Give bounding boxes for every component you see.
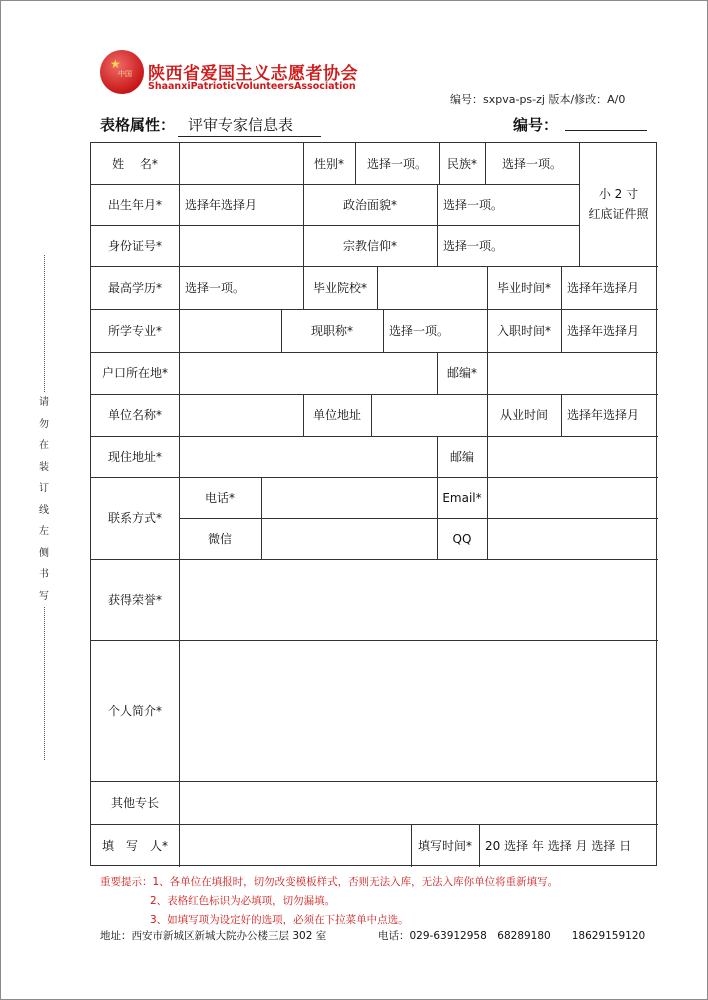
education-select[interactable]: 选择一项。 xyxy=(185,281,246,295)
form-attr-label: 表格属性： xyxy=(100,116,176,134)
email-label: Email* xyxy=(442,491,482,505)
number-input-line[interactable] xyxy=(565,130,647,131)
row-line xyxy=(179,518,658,519)
col-line xyxy=(303,184,304,266)
binding-note: 请勿在装订线左侧书写 xyxy=(37,392,51,607)
birth-label: 出生年月* xyxy=(107,198,162,212)
col-line xyxy=(377,266,378,309)
honors-label: 获得荣誉* xyxy=(107,593,162,607)
col-line xyxy=(487,436,488,477)
entry-time-select[interactable]: 选择年选择月 xyxy=(567,324,640,338)
name-label: 姓 名* xyxy=(112,157,158,171)
postcode-label: 邮编* xyxy=(446,366,477,380)
political-label: 政治面貌* xyxy=(342,198,397,212)
col-line xyxy=(371,394,372,436)
row-line xyxy=(91,781,658,782)
star-icon: ★ xyxy=(110,57,121,71)
fill-time-select[interactable]: 20 选择 年 选择 月 选择 日 xyxy=(485,839,632,853)
religion-label: 宗教信仰* xyxy=(342,239,397,253)
gender-label: 性别* xyxy=(313,157,344,171)
birth-select[interactable]: 选择年选择月 xyxy=(185,198,258,212)
photo-label: 小 2 寸 xyxy=(598,187,639,201)
fill-time-label: 填写时间* xyxy=(417,839,472,853)
col-line xyxy=(487,477,488,559)
col-line xyxy=(561,394,562,436)
employer-addr-label: 单位地址 xyxy=(312,408,361,422)
title-select[interactable]: 选择一项。 xyxy=(389,324,450,338)
row-line xyxy=(91,352,658,353)
education-label: 最高学历* xyxy=(107,281,162,295)
religion-select[interactable]: 选择一项。 xyxy=(443,239,504,253)
number-label: 编号： xyxy=(513,116,559,134)
col-line xyxy=(479,824,480,867)
postcode-label-2: 邮编 xyxy=(449,450,474,464)
contact-label: 联系方式* xyxy=(107,511,162,525)
school-label: 毕业院校* xyxy=(312,281,367,295)
col-line xyxy=(179,143,180,867)
logo-small-text: 中国 xyxy=(118,70,132,78)
expert-info-form xyxy=(90,142,657,866)
title-label: 现职称* xyxy=(310,324,353,338)
grad-time-label: 毕业时间* xyxy=(496,281,551,295)
major-label: 所学专业* xyxy=(107,324,162,338)
tip-line: 3、如填写项为设定好的选项，必须在下拉菜单中点选。 xyxy=(150,914,409,926)
ethnicity-select[interactable]: 选择一项。 xyxy=(501,157,562,171)
work-since-label: 从业时间 xyxy=(499,408,548,422)
col-line xyxy=(579,143,580,266)
political-select[interactable]: 选择一项。 xyxy=(443,198,504,212)
row-line xyxy=(91,266,658,267)
doc-code: 编号：sxpva-ps-zj 版本/修改：A/0 xyxy=(450,93,626,106)
employer-label: 单位名称* xyxy=(107,408,162,422)
id-number-label: 身份证号* xyxy=(107,239,162,253)
wechat-label: 微信 xyxy=(207,532,232,546)
row-line xyxy=(91,394,658,395)
org-name-cn: 陕西省爱国主义志愿者协会 xyxy=(148,64,358,84)
work-since-select[interactable]: 选择年选择月 xyxy=(567,408,640,422)
col-line xyxy=(561,266,562,309)
footer-address: 地址：西安市新城区新城大院办公楼三层 302 室 xyxy=(100,930,327,942)
form-attr-value[interactable]: 评审专家信息表 xyxy=(178,114,321,137)
hukou-label: 户口所在地* xyxy=(101,366,168,380)
row-line xyxy=(91,225,579,226)
row-line xyxy=(91,640,658,641)
name-input[interactable] xyxy=(179,157,303,171)
row-line xyxy=(91,824,658,825)
bio-label: 个人简介* xyxy=(107,704,162,718)
tip-line: 重要提示：1、各单位在填报时，切勿改变模板样式，否则无法入库，无法入库你单位将重新填写。 xyxy=(100,876,559,888)
col-line xyxy=(383,309,384,352)
gender-select[interactable]: 选择一项。 xyxy=(366,157,427,171)
current-addr-label: 现住地址* xyxy=(107,450,162,464)
ethnicity-label: 民族* xyxy=(446,157,477,171)
skills-label: 其他专长 xyxy=(110,796,159,810)
entry-time-label: 入职时间* xyxy=(496,324,551,338)
row-line xyxy=(91,309,658,310)
col-line xyxy=(487,352,488,394)
col-line xyxy=(261,477,262,559)
photo-label-2: 红底证件照 xyxy=(588,207,649,221)
important-tips xyxy=(100,873,558,930)
grad-time-select[interactable]: 选择年选择月 xyxy=(567,281,640,295)
row-line xyxy=(91,184,579,185)
row-line xyxy=(91,559,658,560)
col-line xyxy=(437,184,438,266)
filler-label: 填 写 人* xyxy=(101,839,168,853)
col-line xyxy=(437,477,438,559)
row-line xyxy=(91,436,658,437)
org-name-en: ShaanxiPatrioticVolunteersAssociation xyxy=(148,81,356,92)
footer-phone: 电话：029-63912958 68289180 18629159120 xyxy=(378,930,646,942)
association-logo xyxy=(100,50,144,94)
col-line xyxy=(561,309,562,352)
row-line xyxy=(91,477,658,478)
qq-label: QQ xyxy=(452,532,472,546)
tip-line: 2、表格红色标识为必填项，切勿漏填。 xyxy=(150,895,336,907)
phone-label: 电话* xyxy=(204,491,235,505)
